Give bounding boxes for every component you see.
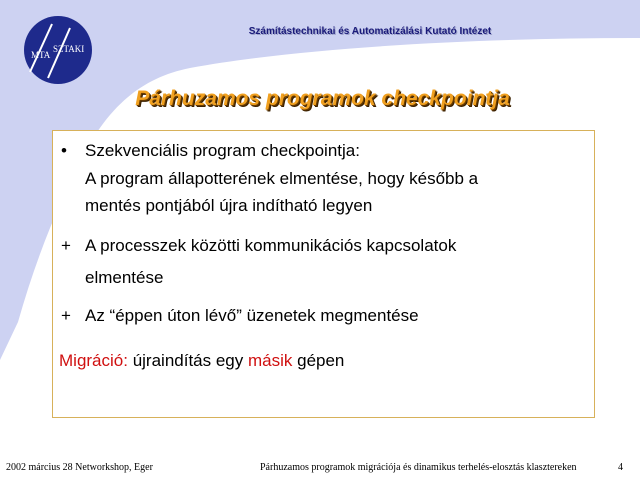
plus-marker: + bbox=[61, 306, 71, 325]
institute-name: Számítástechnikai és Automatizálási Kutató Intézet bbox=[248, 26, 492, 37]
bullet1-text-line3: mentés pontjából újra indítható legyen bbox=[85, 196, 373, 215]
footer-page-number: 4 bbox=[618, 462, 623, 473]
bullet1-text-line1: Szekvenciális program checkpointja: bbox=[85, 141, 360, 160]
plus1-text-line1: A processzek közötti kommunikációs kapcsolatok bbox=[85, 236, 457, 255]
plus-marker: + bbox=[61, 236, 71, 255]
bullet-marker: • bbox=[61, 141, 67, 160]
footer-subtitle: Párhuzamos programok migrációja és dinamikus terhelés-elosztás klasztereken bbox=[260, 462, 577, 473]
logo-left-text: MTA bbox=[31, 50, 51, 60]
logo-right-text: SZTAKI bbox=[53, 44, 85, 54]
plus1-text-line2: elmentése bbox=[85, 268, 164, 287]
content-box bbox=[52, 130, 595, 418]
migration-highlight: másik bbox=[247, 351, 293, 370]
slide-title: Párhuzamos programok checkpointja bbox=[135, 87, 510, 110]
plus2-text: Az “éppen úton lévő” üzenetek megmentése bbox=[85, 306, 419, 325]
migration-text-before: újraindítás egy bbox=[127, 351, 248, 370]
mta-sztaki-logo-icon bbox=[22, 14, 94, 86]
footer-date-event: 2002 március 28 Networkshop, Eger bbox=[6, 462, 153, 473]
migration-text-after: gépen bbox=[292, 351, 345, 370]
bullet1-text-line2: A program állapotterének elmentése, hogy később a bbox=[85, 169, 479, 188]
migration-line bbox=[59, 351, 344, 371]
migration-label: Migráció: bbox=[59, 351, 128, 370]
